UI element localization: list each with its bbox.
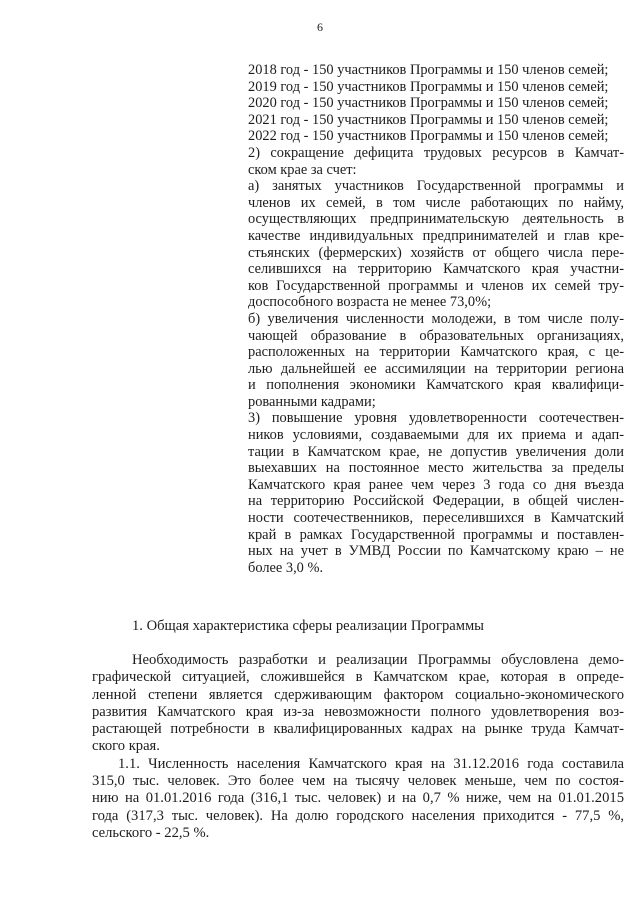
column-line: членов их семей, в том числе работающих по найму, (248, 194, 624, 211)
body-line: Необходимость разработки и реализации Программы обусловлена демо- (132, 652, 624, 668)
column-line: тации в Камчатском крае, не допустив увеличения доли (248, 443, 624, 460)
section-heading: 1. Общая характеристика сферы реализации Программы (132, 618, 484, 634)
column-line: селившихся на территорию Камчатского края участни- (248, 261, 624, 278)
column-line: расположенных на территории Камчатского края, с це- (248, 344, 624, 361)
column-line: а) занятых участников Государственной программы и (248, 178, 624, 195)
column-line: чающей образование в образовательных организациях, (248, 327, 624, 344)
body-line: года (317,3 тыс. человек). На долю городского населения приходится - 77,5 %, (92, 807, 624, 824)
column-line: 2022 год - 150 участников Программы и 150 членов семей; (248, 128, 609, 145)
column-line: рованными кадрами; (248, 393, 376, 410)
column-line: 2018 год - 150 участников Программы и 150 членов семей; (248, 62, 609, 78)
column-line: и пополнения экономики Камчатского края квалифици- (248, 377, 624, 394)
body-line: нию на 01.01.2016 года (316,1 тыс. человек) и на 0,7 % ниже, чем на 01.01.2015 (92, 790, 624, 807)
column-line: Камчатского края ранее чем через 3 года со дня въезда (248, 476, 624, 493)
body-line: 315,0 тыс. человек. Это более чем на тысячу человек меньше, чем по состоя- (92, 773, 624, 790)
page-number: 6 (317, 20, 323, 34)
column-line: качестве индивидуальных предпринимателей и глав кре- (248, 227, 624, 244)
column-line: ков Государственной программы и членов их семей тру- (248, 277, 624, 294)
body-line: растающей потребности в квалифицированных кадрах на рынке труда Камчат- (92, 721, 624, 738)
column-line: более 3,0 %. (248, 559, 324, 576)
column-line: 2020 год - 150 участников Программы и 150 членов семей; (248, 95, 609, 112)
column-line: ности соотечественников, переселившихся в Камчатский (248, 510, 624, 527)
body-line: развития Камчатского края из-за невозможности полного удовлетворения воз- (92, 703, 624, 720)
column-line: лью дальнейшей ее ассимиляции на территории региона (248, 360, 624, 377)
column-line: 3) повышение уровня удовлетворенности соотечествен- (248, 410, 624, 427)
column-line: ском крае за счет: (248, 161, 357, 178)
body-line: ленной степени является сдерживающим фактором социально-экономического (92, 686, 624, 703)
column-line: б) увеличения численности молодежи, в том числе полу- (248, 310, 624, 327)
column-line: край в рамках Государственной программы и поставлен- (248, 526, 624, 543)
column-line: ников условиями, создаваемыми для их приема и адап- (248, 427, 624, 444)
column-line: стьянских (фермерских) хозяйств от общего числа пере- (248, 244, 624, 261)
column-line: на территорию Российской Федерации, в общей числен- (248, 493, 624, 510)
body-line: сельского - 22,5 %. (92, 824, 210, 841)
column-line: 2) сокращение дефицита трудовых ресурсов в Камчат- (248, 144, 624, 161)
column-line: осуществляющих предпринимательскую деятельность в (248, 211, 624, 228)
column-line: 2021 год - 150 участников Программы и 150 членов семей; (248, 111, 609, 128)
column-line: доспособного возраста не менее 73,0%; (248, 294, 492, 311)
body-line: графической ситуацией, сложившейся в Камчатском крае, которая в опреде- (92, 669, 624, 686)
goals-column (248, 62, 624, 576)
column-line: ных на учет в УМВД России по Камчатскому краю – не (248, 543, 624, 560)
body-line: ского края. (92, 738, 160, 755)
column-line: 2019 год - 150 участников Программы и 150 членов семей; (248, 78, 609, 95)
body-text (92, 652, 624, 842)
column-line: выехавших на постоянное место жительства за пределы (248, 460, 624, 477)
body-line: 1.1. Численность населения Камчатского края на 31.12.2016 года составила (118, 755, 624, 772)
